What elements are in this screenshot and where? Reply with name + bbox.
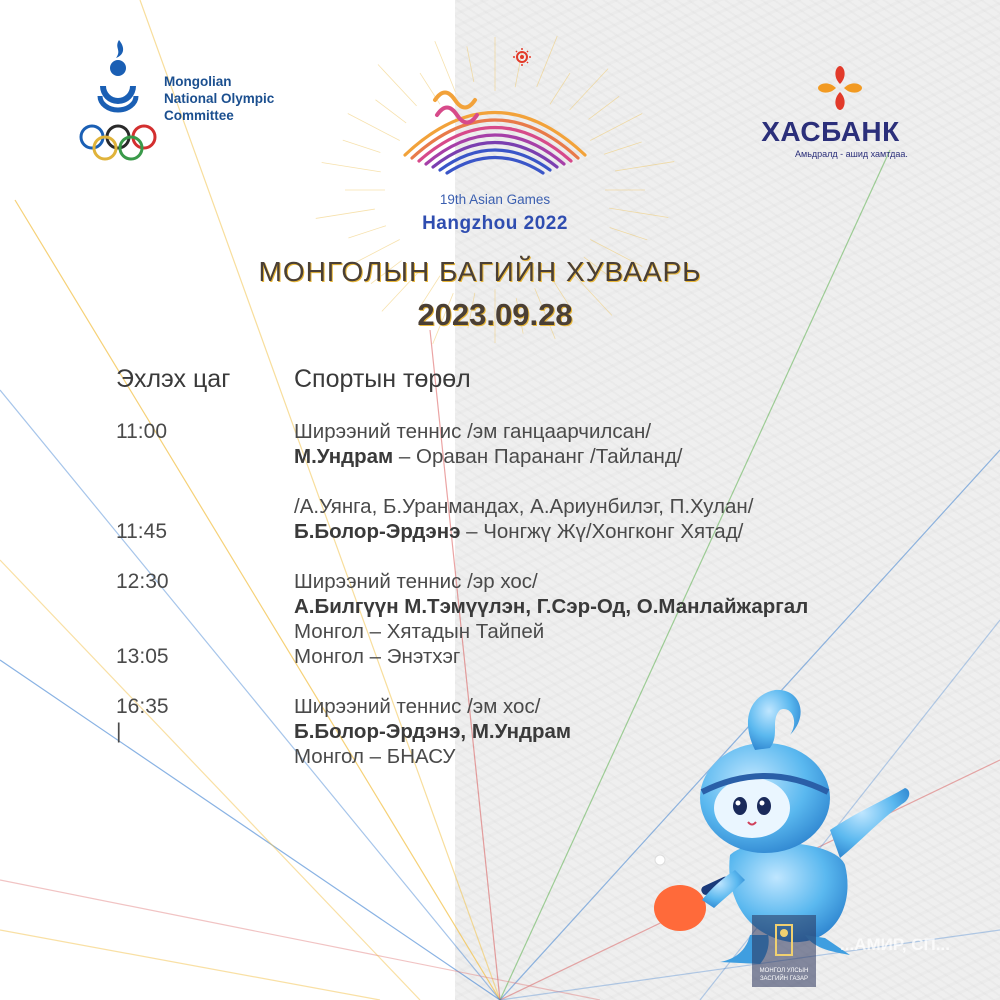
asian-games-logo [395,40,595,240]
event-3-match: Монгол – Хятадын Тайпей [294,620,545,643]
event-5-sport: Ширээний теннис /эм хос/ [294,695,541,718]
government-logo [752,915,816,987]
time-4: 13:05 [116,645,169,668]
event-5-athletes: Б.Болор-Эрдэнэ, М.Ундрам [294,720,572,743]
sun-icon [513,48,531,66]
games-host: Hangzhou 2022 [422,213,568,234]
sunburst-ray [316,209,375,218]
start-time-header: Эхлэх цаг [116,365,231,393]
time-5: 16:35 [116,695,169,718]
bank-name: ХАСБАНК [761,116,900,147]
noc-name-line3: Committee [164,108,234,123]
government-logo-text: МОНГОЛ УЛСЫН ЗАСГИЙН ГАЗАР [759,968,809,982]
event-5-match: Монгол – БНАСУ [294,745,456,768]
sunburst-ray [348,226,386,238]
noc-name [86,73,274,124]
games-edition: 19th Asian Games [439,192,551,207]
sport-type-header: Спортын төрөл [294,365,471,393]
sunburst-ray [343,140,381,152]
time-3: 12:30 [116,570,169,593]
sunburst-ray [590,114,642,141]
event-1-opponent: – Ораван Парананг /Тайланд/ [393,445,683,468]
arches-icon [405,113,585,174]
sunburst-ray [615,162,674,171]
soyombo-icon [752,915,816,965]
sunburst-ray [348,114,400,141]
time-1: 11:00 [116,420,167,443]
time-2: 11:45 [116,520,167,543]
event-2-opponent: – Чонгжү Жү/Хонгконг Хятад/ [460,520,744,543]
sunburst-ray [610,228,648,240]
event-3-sport: Ширээний теннис /эр хос/ [294,570,538,593]
time-5-marker: | [116,720,122,743]
event-1-match [294,445,683,469]
event-2-match [294,520,743,544]
event-4-match: Монгол – Энэтхэг [294,645,461,668]
sunburst-ray [609,208,668,217]
event-1-athlete: М.Ундрам [294,445,394,468]
sunburst-ray [604,142,642,154]
event-3-athletes: А.Билгүүн М.Тэмүүлэн, Г.Сэр-Од, О.Манлайжаргал [294,595,809,618]
olympic-rings-icon [81,126,155,159]
event-2-team: /А.Уянга, Б.Уранмандах, А.Ариунбилэг, П.Хулан/ [294,495,754,518]
event-1-sport: Ширээний теннис /эм ганцаарчилсан/ [294,420,652,443]
schedule-date: 2023.09.28 [417,297,573,332]
noc-name-line2: National Olympic [164,91,275,106]
bank-slogan: Амьдралд - ашид хамтдаа. [795,149,908,159]
watermark-text: ...АМИР, СП... [840,935,950,954]
sunburst-ray [322,162,381,171]
schedule-title: МОНГОЛЫН БАГИЙН ХУВААРЬ [258,256,702,287]
noc-name-line1: Mongolian [164,74,232,89]
event-2-athlete: Б.Болор-Эрдэнэ [294,520,461,543]
bank-flower-icon [818,66,862,110]
